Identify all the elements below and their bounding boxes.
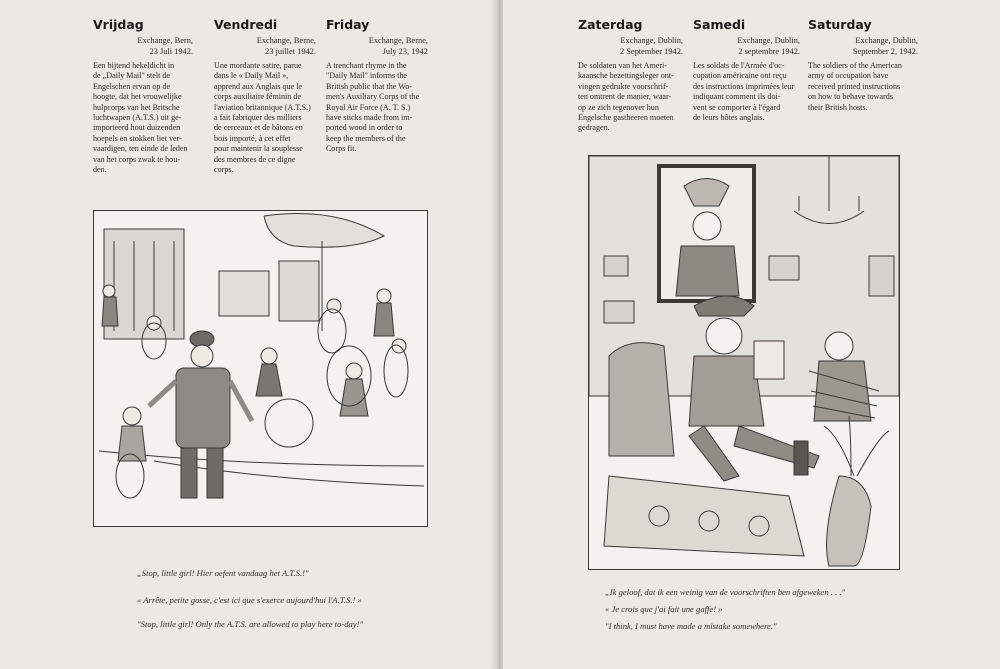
column-body: A trenchant rhyme in the "Daily Mail" informs the British public that the Wo- men's Auxiliary Corps of the Royal Air Force (A. T. S.) have sticks made from im- ported wood in order to keep the members of the Corps fit. [326, 61, 420, 154]
column-dutch-right [578, 17, 683, 134]
column-heading: Vrijdag [93, 17, 144, 32]
caption-french: « Arrête, petite gosse, c'est ici que s'exerce aujourd'hui l'A.T.S.! » [137, 595, 362, 605]
column-heading: Zaterdag [578, 17, 643, 32]
column-dateline: Exchange, Berne, 23 juillet 1942. [256, 36, 316, 56]
caption-dutch: „Ik geloof, dat ik een weinig van de voorschriften ben afgeweken . . ." [605, 587, 846, 597]
cartoon-illustration [94, 211, 427, 526]
caption-dutch: „Stop, little girl! Hier oefent vandaag het A.T.S.!" [137, 568, 309, 578]
cartoon-policeman-ats [93, 210, 428, 527]
cartoon-american-soldier [588, 155, 900, 570]
column-english-left [326, 17, 428, 155]
column-french-right [693, 17, 800, 123]
column-dateline: Exchange, Berne, July 23, 1942 [368, 36, 428, 56]
cartoon-illustration [589, 156, 899, 569]
column-body: Une mordante satire, parue dans le « Daily Mail », apprend aux Anglais que le corps auxiliaire féminin de l'aviation britannique (A.T.S.) a fait fabriquer des milliers de cerceaux et de bâtons en bois importé, à cet effet pour maintenir la souplesse des membres de ce digne corps. [214, 61, 311, 175]
column-body: The soldiers of the American army of occupation have received printed instructions on how to behave towards their British hosts. [808, 61, 902, 112]
column-english-right [808, 17, 918, 113]
column-heading: Samedi [693, 17, 746, 32]
column-body: Een bijtend hekeldicht in de „Daily Mail" stelt de Engelschen ervan op de hoogte, dat het vrouwelijke hulpcorps van het Britsche luchtwapen (A.T.S.) uit ge- importeerd hout duizenden hoepels en stokken liet ver- vaardigen, ten einde de leden van het corps zwak te hou- den. [93, 61, 188, 175]
caption-english: "Stop, little girl! Only the A.T.S. are allowed to play here to-day!" [137, 619, 364, 629]
column-french-left [214, 17, 316, 175]
column-body: Les soldats de l'Armée d'oc- cupation américaine ont reçu des instructions imprimées leur indiquant comment ils doi- vent se comporter à l'égard de leurs hôtes anglais. [693, 61, 795, 123]
column-body: De soldaten van het Ameri- kaansche bezettingsleger ont- vingen gedrukte voorschrif- ten omtrent de manier, waar- op ze zich tegenover hun Engelsche gastheeren moeten gedragen. [578, 61, 674, 133]
right-page [503, 0, 1000, 669]
column-heading: Vendredi [214, 17, 278, 32]
column-dutch-left [93, 17, 193, 175]
column-heading: Saturday [808, 17, 872, 32]
left-page [0, 0, 497, 669]
column-dateline: Exchange, Dublin, 2 septembre 1942. [737, 36, 800, 56]
caption-french: « Je crois que j'ai fait une gaffe! » [605, 604, 723, 614]
column-dateline: Exchange, Dublin, 2 September 1942. [619, 36, 683, 56]
column-heading: Friday [326, 17, 370, 32]
column-dateline: Exchange, Bern, 23 Juli 1942. [137, 36, 193, 56]
caption-english: "I think, I must have made a mistake somewhere." [605, 621, 777, 631]
column-dateline: Exchange, Dublin, September 2, 1942. [852, 36, 918, 56]
